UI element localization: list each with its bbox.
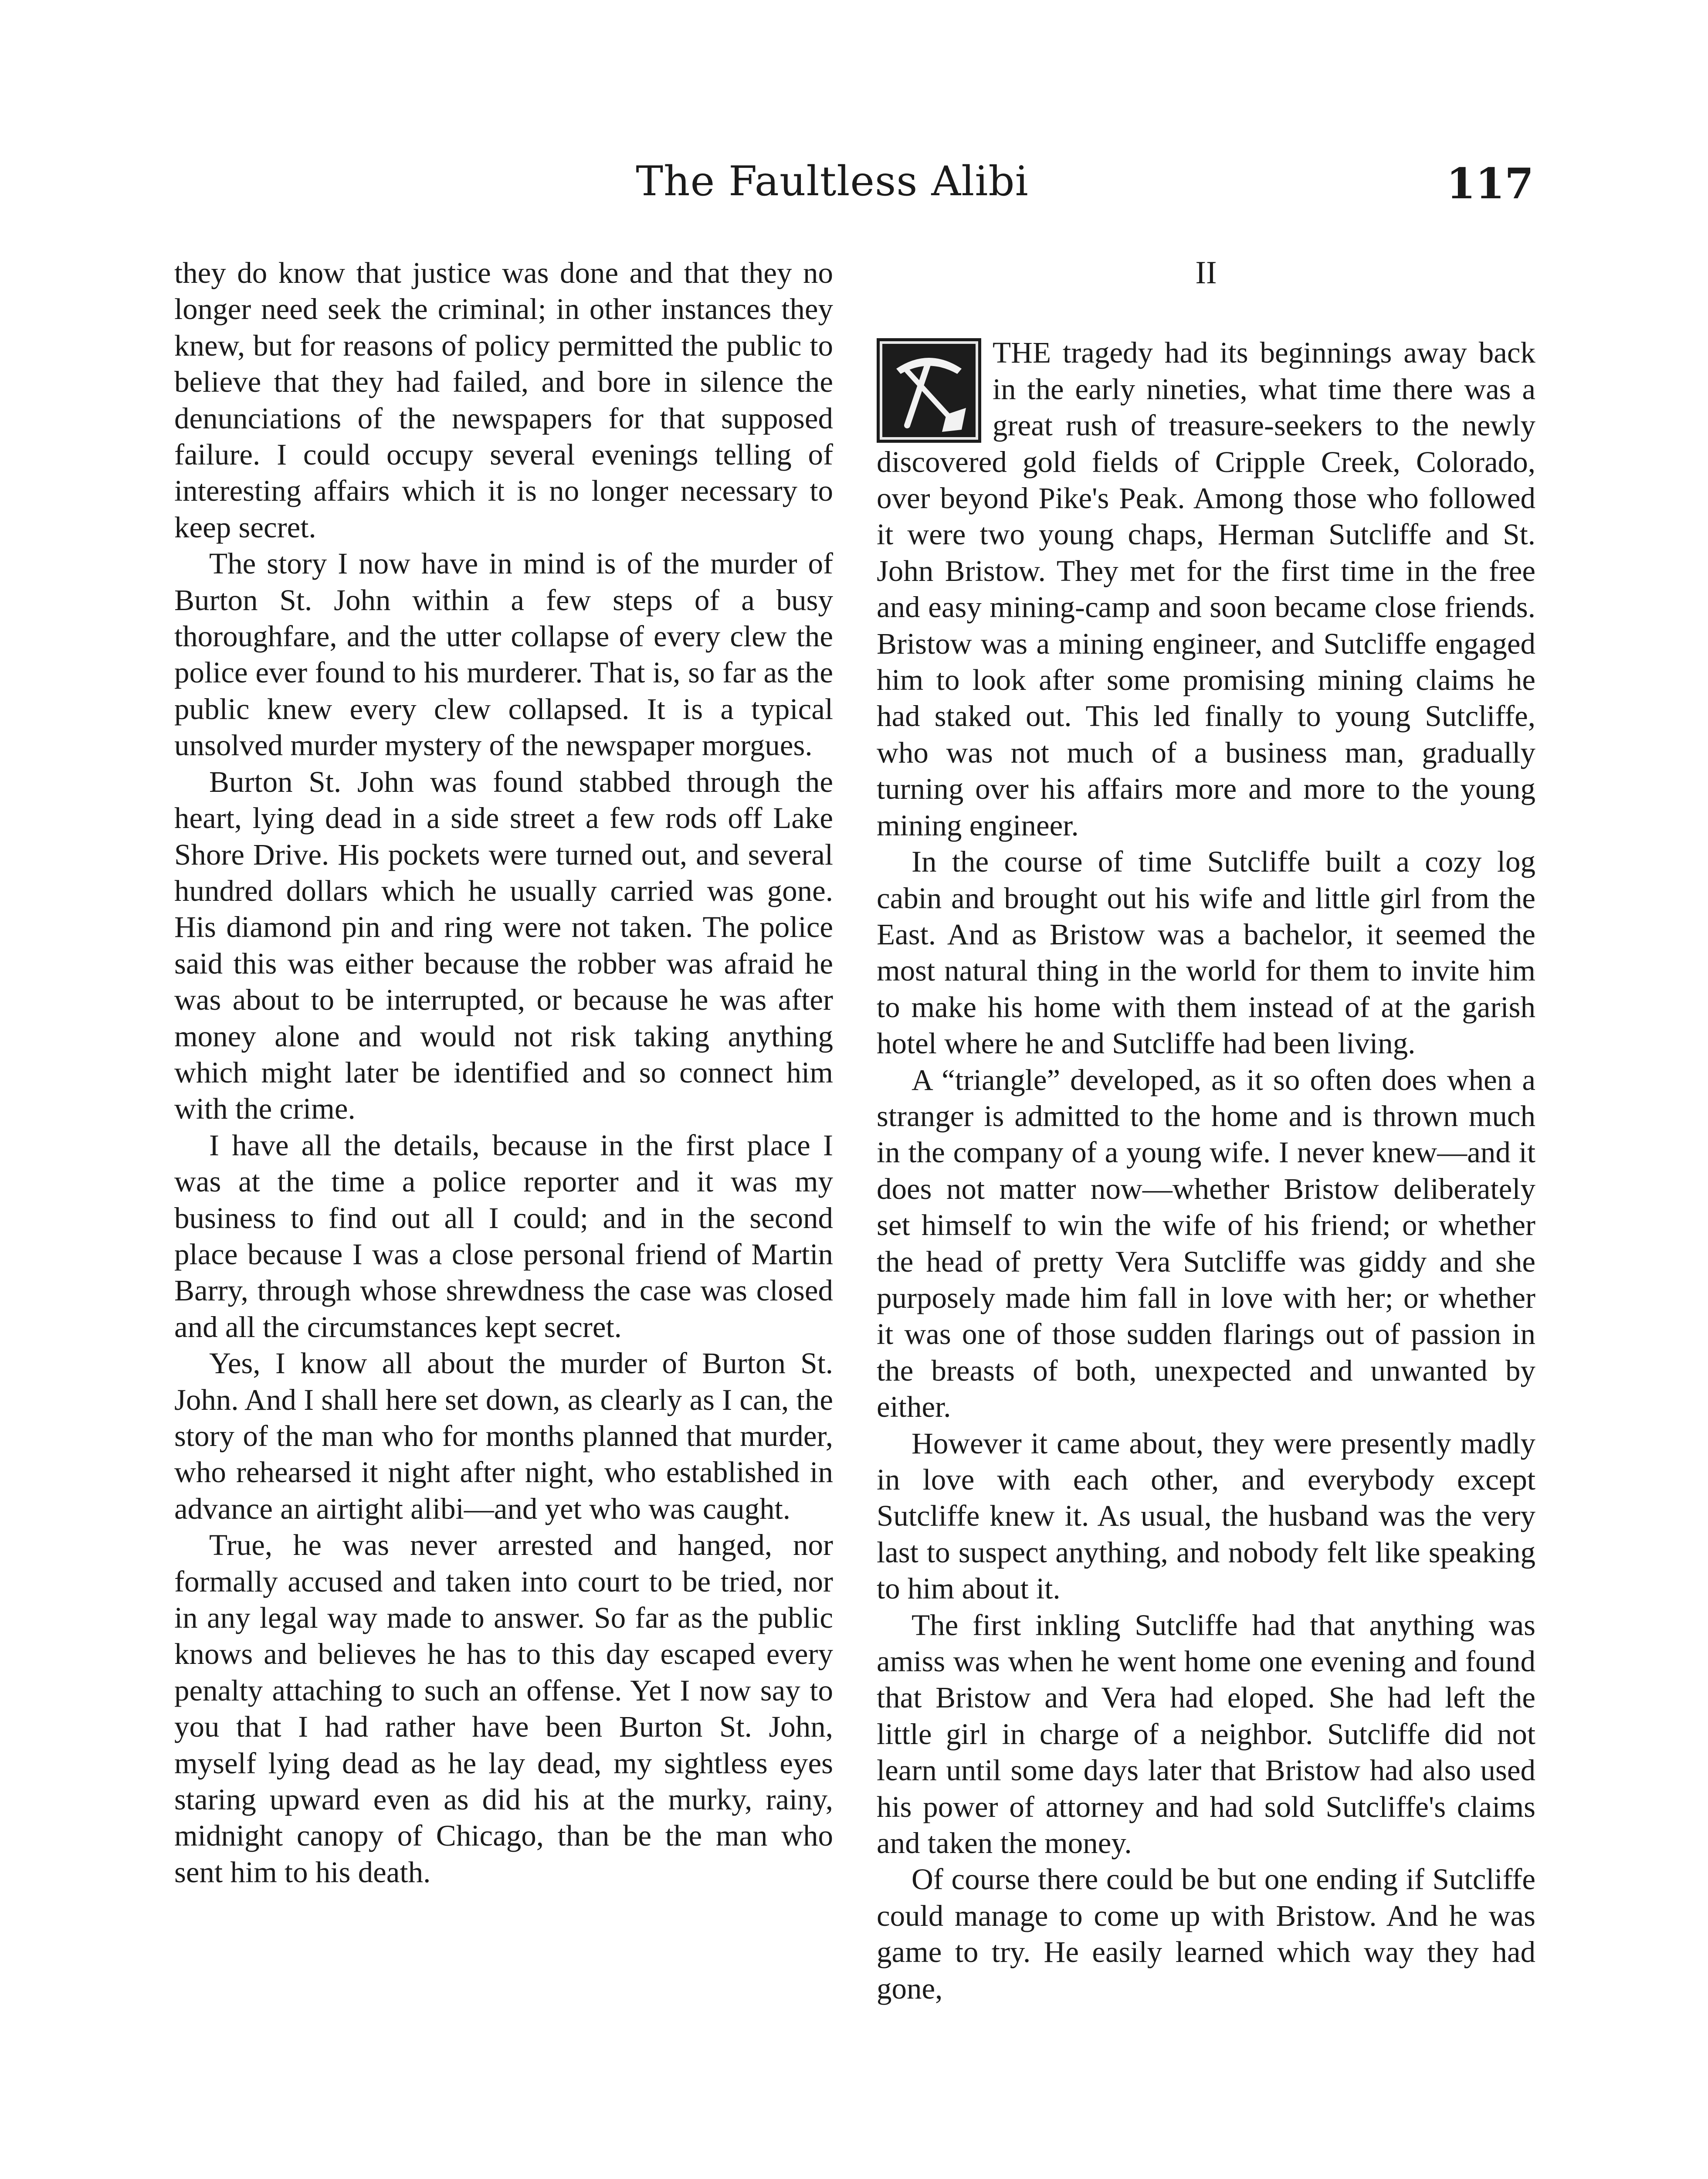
running-title: The Faultless Alibi xyxy=(636,158,1029,205)
paragraph: The story I now have in mind is of the murder of Burton St. John within a few steps of a busy thoroughfare, and the utter collapse of every clew the police ever found to his murderer. That is, so far as the public knew every clew collapsed. It is a typical unsolved murder mystery of the newspaper morgues. xyxy=(174,547,833,762)
paragraph: THE tragedy had its beginnings away back in the early nineties, what time there was a great rush of treasure-seekers to the newly discovered gold fields of Cripple Creek, Colorado, over beyond Pike's Peak. Among those who followed it were two young chaps, Herman Sutcliffe and St. John Bristow. They met for the first time in the free and easy mining-camp and soon became close friends. Bristow was a mining engineer, and Sutcliffe engaged him to look after some promising mining claims he had staked out. This led finally to young Sutcliffe, who was not much of a business man, gradually turning over his affairs more and more to the young mining engineer. xyxy=(877,336,1535,842)
left-column xyxy=(174,255,833,1891)
section-heading: II xyxy=(1195,255,1217,291)
paragraph: I have all the details, because in the first place I was at the time a police reporter and it was my business to find out all I could; and in the second place because I was a close personal friend of Martin Barry, through whose shrewdness the case was closed and all the circumstances kept secret. xyxy=(174,1128,833,1344)
paragraph: Yes, I know all about the murder of Burton St. John. And I shall here set down, as clearly as I can, the story of the man who for months planned that murder, who rehearsed it night after night, who established in advance an airtight alibi—and yet who was caught. xyxy=(174,1347,833,1525)
paragraph: Burton St. John was found stabbed through the heart, lying dead in a side street a few rods off Lake Shore Drive. His pockets were turned out, and several hundred dollars which he usually carried was gone. His diamond pin and ring were not taken. The police said this was either because the robber was afraid he was about to be interrupted, or because he was after money alone and would not risk taking anything which might later be identified and so connect him with the crime. xyxy=(174,765,833,1126)
paragraph: A “triangle” developed, as it so often does when a stranger is admitted to the home and is thrown much in the company of a young wife. I never knew—and it does not matter now—whether Bristow deliberately set himself to win the wife of his friend; or whether the head of pretty Vera Sutcliffe was giddy and she purposely made him fall in love with her; or whether it was one of those sudden flarings out of passion in the breasts of both, unexpected and unwanted by either. xyxy=(877,1063,1535,1424)
paragraph: In the course of time Sutcliffe built a cozy log cabin and brought out his wife and little girl from the East. And as Bristow was a bachelor, it seemed the most natural thing in the world for them to invite him to make his home with them instead of at the garish hotel where he and Sutcliffe had been living. xyxy=(877,845,1535,1060)
right-column xyxy=(877,255,1535,2007)
paragraph: True, he was never arrested and hanged, nor formally accused and taken into court to be tried, nor in any legal way made to answer. So far as the public knows and believes he has to this day escaped every penalty attaching to such an offense. Yet I now say to you that I had rather have been Burton St. John, myself lying dead as he lay dead, my sightless eyes staring upward even as did his at the murky, rainy, midnight canopy of Chicago, than be the man who sent him to his death. xyxy=(174,1528,833,1889)
paragraph: Of course there could be but one ending if Sutcliffe could manage to come up with Bristow. And he was game to try. He easily learned which way they had gone, xyxy=(877,1863,1535,2005)
page-number: 117 xyxy=(1446,159,1534,208)
paragraph: they do know that justice was done and that they no longer need seek the criminal; in other instances they knew, but for reasons of policy permitted the public to believe that they had failed, and bore in silence the denunciations of the newspapers for that supposed failure. I could occupy several evenings telling of interesting affairs which it is no longer necessary to keep secret. xyxy=(174,256,833,544)
pickaxe-shovel-icon xyxy=(877,338,981,443)
paragraph: However it came about, they were presently madly in love with each other, and everybody except Sutcliffe knew it. As usual, the husband was the very last to suspect anything, and nobody felt like speaking to him about it. xyxy=(877,1426,1535,1605)
paragraph: The first inkling Sutcliffe had that anything was amiss was when he went home one evening and found that Bristow and Vera had eloped. She had left the little girl in charge of a neighbor. Sutcliffe did not learn until some days later that Bristow had also used his power of attorney and had sold Sutcliffe's claims and taken the money. xyxy=(877,1608,1535,1860)
